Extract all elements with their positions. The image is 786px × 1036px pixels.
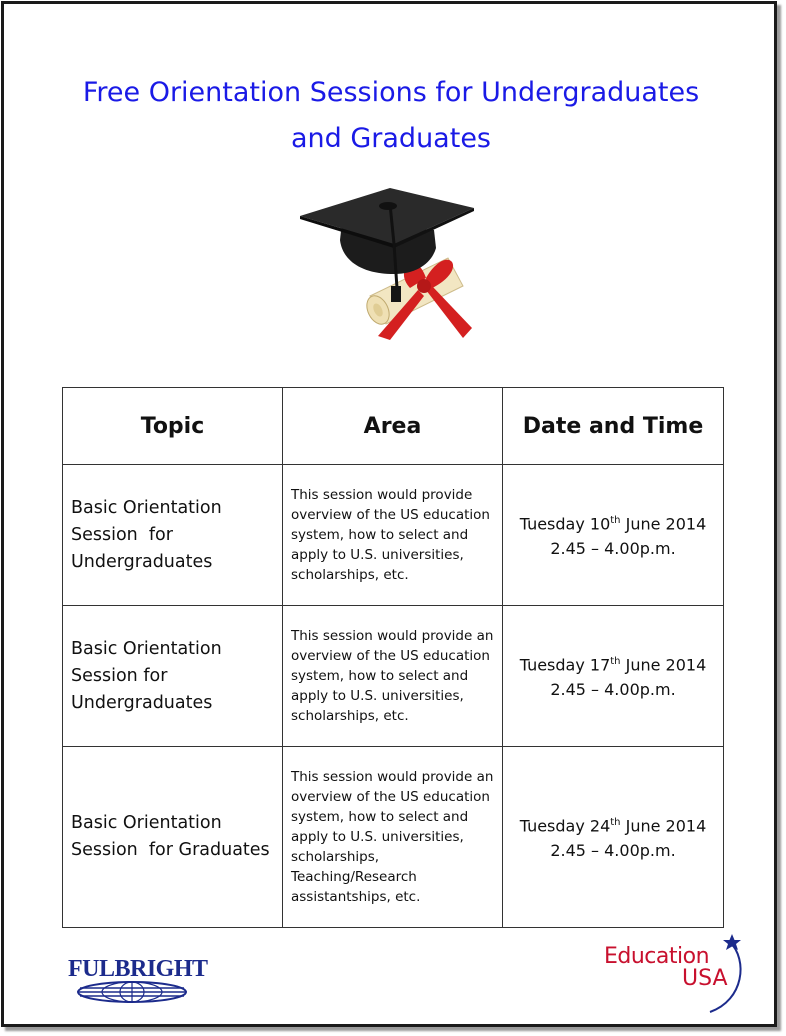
header-topic: Topic bbox=[63, 388, 283, 465]
topic-cell bbox=[63, 747, 283, 928]
date-month-year: June 2014 bbox=[620, 655, 707, 675]
topic-line: Session for bbox=[71, 665, 168, 686]
area-line: overview of the US education bbox=[291, 507, 490, 523]
area-line: assistantships, etc. bbox=[291, 889, 421, 905]
graduation-cap-image bbox=[298, 178, 484, 368]
date-cell bbox=[503, 465, 724, 606]
fulbright-logo bbox=[68, 956, 208, 1006]
topic-line: Undergraduates bbox=[71, 692, 213, 713]
date-day: Tuesday 10 bbox=[519, 514, 611, 534]
date-month-year: June 2014 bbox=[620, 816, 707, 836]
area-line: apply to U.S. universities, bbox=[291, 829, 464, 845]
table-header-row bbox=[63, 388, 724, 465]
time-line: 2.45 – 4.00p.m. bbox=[550, 840, 676, 860]
table-row bbox=[63, 747, 724, 928]
area-line: scholarships, etc. bbox=[291, 567, 409, 583]
area-line: This session would provide bbox=[291, 487, 473, 503]
topic-line: Basic Orientation bbox=[71, 497, 222, 518]
area-line: overview of the US education bbox=[291, 789, 490, 805]
time-line: 2.45 – 4.00p.m. bbox=[550, 538, 676, 558]
flyer-title bbox=[0, 70, 782, 162]
topic-line: Session for bbox=[71, 524, 173, 545]
table-row bbox=[63, 465, 724, 606]
area-line: apply to U.S. universities, bbox=[291, 688, 464, 704]
area-line: system, how to select and bbox=[291, 668, 469, 684]
area-line: This session would provide an bbox=[291, 769, 494, 785]
date-month-year: June 2014 bbox=[620, 514, 707, 534]
topic-cell bbox=[63, 465, 283, 606]
fulbright-wordmark: FULBRIGHT bbox=[68, 956, 208, 982]
usa-word: USA bbox=[682, 966, 728, 991]
topic-line: Undergraduates bbox=[71, 551, 213, 572]
table-row bbox=[63, 606, 724, 747]
date-cell bbox=[503, 747, 724, 928]
area-line: Teaching/Research bbox=[291, 869, 417, 885]
header-area: Area bbox=[283, 388, 503, 465]
topic-line: Session for Graduates bbox=[71, 840, 270, 860]
topic-line: Basic Orientation bbox=[71, 638, 222, 659]
area-line: system, how to select and bbox=[291, 809, 469, 825]
area-line: overview of the US education bbox=[291, 648, 490, 664]
globe-lines-icon bbox=[76, 980, 188, 1004]
topic-cell bbox=[63, 606, 283, 747]
area-cell bbox=[283, 747, 503, 928]
area-line: system, how to select and bbox=[291, 527, 469, 543]
date-suffix-sup: th bbox=[610, 817, 621, 829]
header-date-time: Date and Time bbox=[503, 388, 724, 465]
area-line: scholarships, etc. bbox=[291, 708, 409, 724]
time-line: 2.45 – 4.00p.m. bbox=[550, 679, 676, 699]
area-cell bbox=[283, 606, 503, 747]
date-day: Tuesday 17 bbox=[519, 655, 611, 675]
area-line: apply to U.S. universities, bbox=[291, 547, 464, 563]
date-line bbox=[504, 811, 722, 838]
area-line: This session would provide an bbox=[291, 628, 494, 644]
area-line: scholarships, bbox=[291, 849, 380, 865]
title-line-2: and Graduates bbox=[290, 123, 491, 154]
date-suffix-sup: th bbox=[610, 515, 621, 527]
educationusa-logo bbox=[598, 930, 748, 1020]
date-line bbox=[504, 650, 722, 677]
title-line-1: Free Orientation Sessions for Undergraduates bbox=[82, 77, 700, 108]
sessions-table bbox=[62, 387, 724, 928]
date-suffix-sup: th bbox=[610, 656, 621, 668]
date-line bbox=[504, 509, 722, 536]
area-cell bbox=[283, 465, 503, 606]
date-day: Tuesday 24 bbox=[519, 816, 611, 836]
date-cell bbox=[503, 606, 724, 747]
education-word: Education bbox=[604, 944, 710, 969]
topic-line: Basic Orientation bbox=[71, 813, 222, 833]
